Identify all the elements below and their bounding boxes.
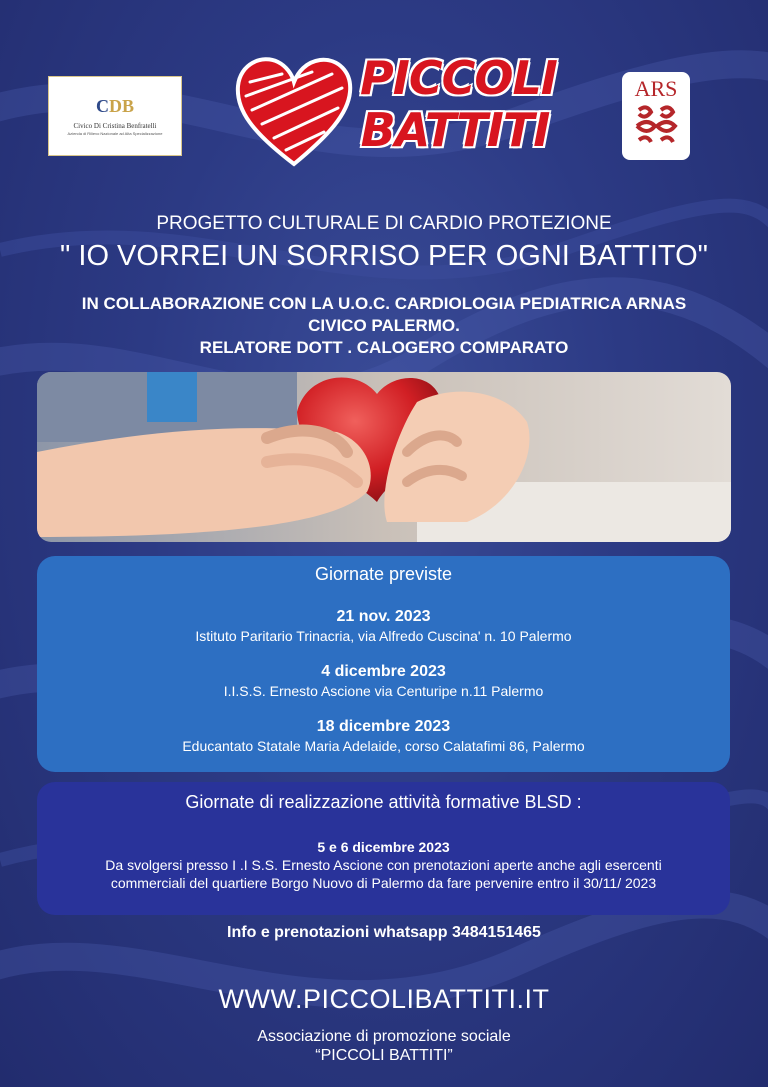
project-subtitle: PROGETTO CULTURALE DI CARDIO PROTEZIONE: [156, 213, 612, 234]
scheduled-days-heading: Giornate previste: [314, 564, 453, 584]
logo-left-subtitle: Azienda di Rilievo Nazionale ad Alta Specializzazione: [67, 131, 163, 136]
civico-benfratelli-logo: CDB Civico Di Cristina Benfratelli Azienda di Rilievo Nazionale ad Alta Specializzazione: [48, 76, 182, 156]
blsd-text-line: Da svolgersi presso I .I S.S. Ernesto Ascione con prenotazioni aperte anche agli esercenti: [105, 857, 662, 873]
ars-emblem-icon: [631, 102, 681, 148]
ars-logo: ARS: [622, 72, 690, 160]
child-hands-heart-photo: [37, 372, 731, 542]
booking-info: Info e prenotazioni whatsapp 3484151465: [227, 924, 541, 941]
event-date: 4 dicembre 2023: [321, 663, 446, 680]
logo-left-name: Civico Di Cristina Benfratelli: [73, 122, 157, 130]
event-place: Istituto Paritario Trinacria, via Alfredo Cuscina' n. 10 Palermo: [195, 628, 572, 644]
blsd-heading: Giornate di realizzazione attività formative BLSD :: [185, 792, 582, 812]
event-item: [37, 608, 730, 644]
event-place: I.I.S.S. Ernesto Ascione via Centuripe n.11 Palermo: [223, 683, 544, 699]
photo-illustration: [37, 372, 731, 542]
scheduled-days-panel: [37, 556, 730, 772]
association-text: Associazione di promozione sociale “PICCOLI BATTITI”: [257, 1028, 511, 1064]
project-title: " IO VORREI UN SORRISO PER OGNI BATTITO": [60, 240, 708, 272]
event-item: [37, 663, 730, 699]
event-date: 21 nov. 2023: [336, 608, 431, 625]
blsd-details: [37, 838, 730, 892]
heart-icon: [232, 52, 356, 170]
event-item: [37, 718, 730, 754]
event-place: Educantato Statale Maria Adelaide, corso Calatafimi 86, Palermo: [182, 738, 585, 754]
blsd-training-panel: [37, 782, 730, 915]
blsd-date: 5 e 6 dicembre 2023: [317, 839, 450, 855]
website-link[interactable]: WWW.PICCOLIBATTITI.IT: [218, 984, 550, 1014]
collaboration-text: IN COLLABORAZIONE CON LA U.O.C. CARDIOLOGIA PEDIATRICA ARNAS CIVICO PALERMO. RELATORE DOTT . CALOGERO COMPARATO: [81, 294, 687, 357]
blsd-text-line: commerciali del quartiere Borgo Nuovo di Palermo da fare pervenire entro il 30/11/ 2023: [110, 875, 657, 891]
event-date: 18 dicembre 2023: [316, 718, 451, 735]
piccoli-battiti-logo: PICCOLI BATTITI: [360, 51, 557, 157]
